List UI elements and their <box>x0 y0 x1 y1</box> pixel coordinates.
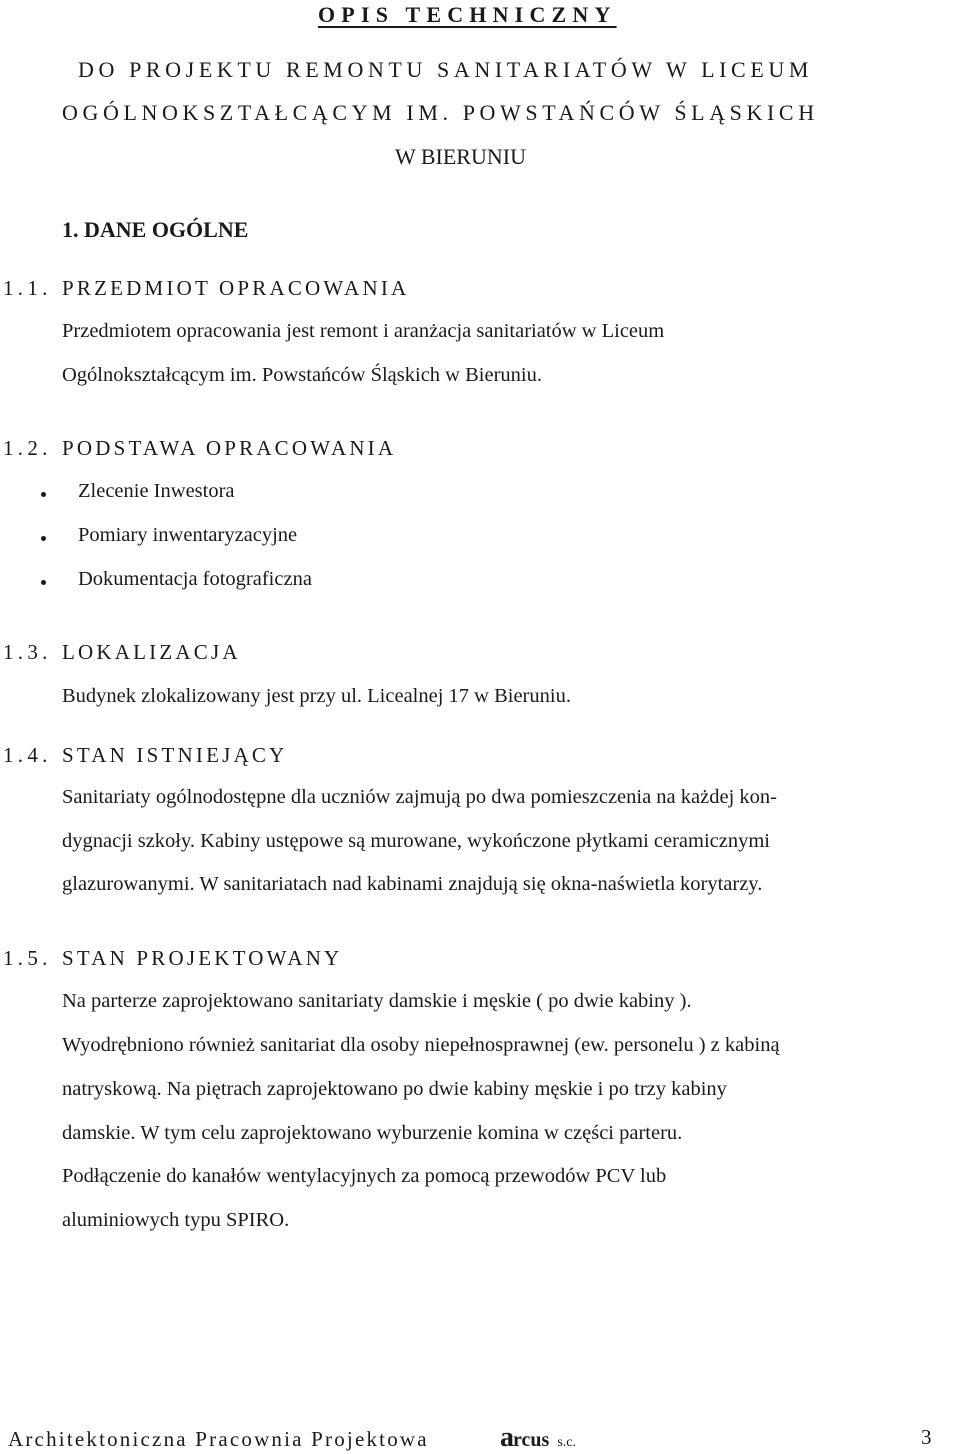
logo-suffix: s.c. <box>557 1435 576 1450</box>
subsection-number: 1.4. <box>3 743 52 767</box>
bullet-icon <box>41 536 46 541</box>
arcus-logo <box>500 1422 576 1454</box>
paragraph-line: natryskową. Na piętrach zaprojektowano po dwie kabiny męskie i po trzy kabiny <box>62 1078 727 1100</box>
section-heading: 1. DANE OGÓLNE <box>62 217 249 242</box>
paragraph-line: glazurowanymi. W sanitariatach nad kabinami znajdują się okna-naświetla korytarzy. <box>62 873 763 895</box>
document-title: OPIS TECHNICZNY <box>318 2 617 27</box>
paragraph-line: Podłączenie do kanałów wentylacyjnych za pomocą przewodów PCV lub <box>62 1165 667 1187</box>
logo-text: rcus <box>513 1429 550 1451</box>
subsection-number: 1.5. <box>3 946 52 970</box>
paragraph-line: Na parterze zaprojektowano sanitariaty damskie i męskie ( po dwie kabiny ). <box>62 990 692 1012</box>
paragraph-line: aluminiowych typu SPIRO. <box>62 1209 290 1231</box>
list-item: Dokumentacja fotograficzna <box>78 568 312 590</box>
paragraph-line: Budynek zlokalizowany jest przy ul. Licealnej 17 w Bieruniu. <box>62 685 571 707</box>
page-number: 3 <box>921 1425 932 1449</box>
subtitle-line-2: OGÓLNOKSZTAŁCĄCYM IM. POWSTAŃCÓW ŚLĄSKICH <box>62 100 819 125</box>
subsection-number: 1.3. <box>3 640 52 664</box>
subtitle-line-3: W BIERUNIU <box>395 144 526 169</box>
subsection-title: LOKALIZACJA <box>62 640 241 664</box>
footer-studio-name: Architektoniczna Pracownia Projektowa <box>8 1427 429 1451</box>
subsection-title: PRZEDMIOT OPRACOWANIA <box>62 276 410 300</box>
bullet-icon <box>41 492 46 497</box>
paragraph-line: Wyodrębniono również sanitariat dla osoby niepełnosprawnej (ew. personelu ) z kabiną <box>62 1034 780 1056</box>
subtitle-line-1: DO PROJEKTU REMONTU SANITARIATÓW W LICEUM <box>78 57 814 82</box>
paragraph-line: damskie. W tym celu zaprojektowano wyburzenie komina w części parteru. <box>62 1122 683 1144</box>
paragraph-line: Ogólnokształcącym im. Powstańców Śląskich w Bieruniu. <box>62 364 542 386</box>
subsection-number: 1.2. <box>3 436 52 460</box>
paragraph-line: Sanitariaty ogólnodostępne dla uczniów zajmują po dwa pomieszczenia na każdej kon- <box>62 786 777 808</box>
logo-letter: a <box>500 1422 514 1453</box>
bullet-icon <box>41 580 46 585</box>
paragraph-line: Przedmiotem opracowania jest remont i aranżacja sanitariatów w Liceum <box>62 320 665 342</box>
paragraph-line: dygnacji szkoły. Kabiny ustępowe są murowane, wykończone płytkami ceramicznymi <box>62 830 770 852</box>
subsection-title: STAN ISTNIEJĄCY <box>62 743 288 767</box>
subsection-title: STAN PROJEKTOWANY <box>62 946 343 970</box>
subsection-title: PODSTAWA OPRACOWANIA <box>62 436 397 460</box>
subsection-number: 1.1. <box>3 276 52 300</box>
list-item: Zlecenie Inwestora <box>78 480 235 502</box>
list-item: Pomiary inwentaryzacyjne <box>78 524 298 546</box>
